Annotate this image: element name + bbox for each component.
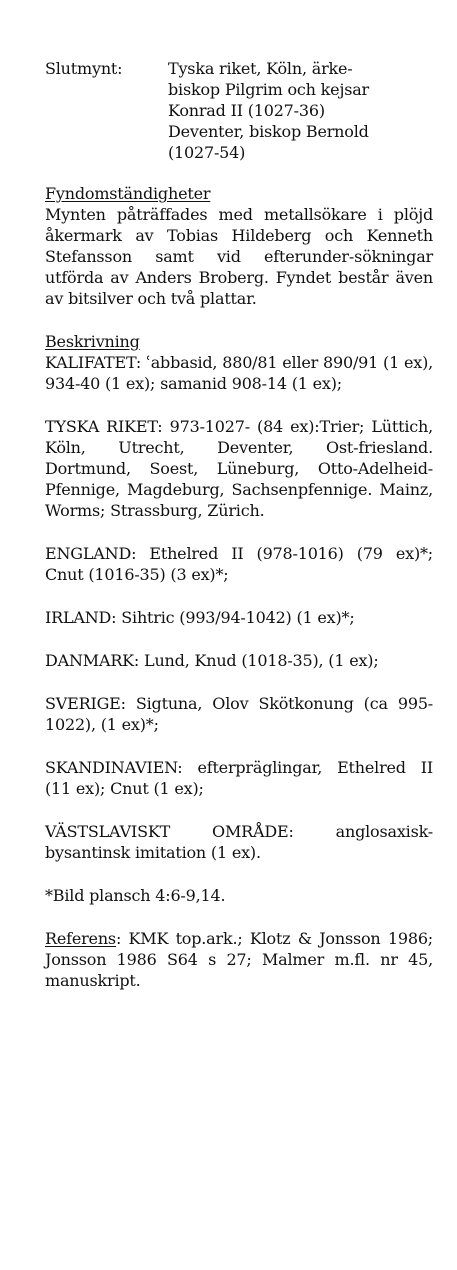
entry-label: ENGLAND: xyxy=(45,544,137,563)
find-section xyxy=(45,183,433,309)
entry-label: IRLAND: xyxy=(45,608,117,627)
find-heading: Fyndomständigheter xyxy=(45,184,211,203)
final-coin-line: (1027-54) xyxy=(168,143,246,162)
references-text: KMK top.ark.; Klotz & Jonsson 1986; Jonsson 1986 S64 s 27; Malmer m.fl. nr 45, manuskript. xyxy=(45,929,433,990)
references xyxy=(45,928,433,991)
entry-text: Sihtric (993/94-1042) (1 ex)*; xyxy=(121,608,355,627)
description-section xyxy=(45,331,433,863)
entry-text: efterpräglingar, Ethelred II (11 ex); Cnut (1 ex); xyxy=(45,758,434,798)
image-footnote: *Bild plansch 4:6-9,14. xyxy=(45,886,226,905)
references-label: Referens xyxy=(45,929,116,948)
final-coin-line: Konrad II (1027-36) xyxy=(168,101,325,120)
entry-text: anglosaxisk-bysantinsk imitation (1 ex). xyxy=(45,822,433,862)
entry-label: KALIFATET: xyxy=(45,353,142,372)
entry-text: ʿabbasid, 880/81 eller 890/91 (1 ex), 934-40 (1 ex); samanid 908-14 (1 ex); xyxy=(45,353,433,393)
entry-label: VÄSTSLAVISKT OMRÅDE: xyxy=(45,822,294,841)
entry-label: SVERIGE: xyxy=(45,694,126,713)
description-entry xyxy=(45,416,433,521)
description-entry xyxy=(45,693,433,735)
final-coin-line: Deventer, biskop Bernold xyxy=(168,122,369,141)
description-entry xyxy=(45,607,433,628)
description-entry xyxy=(45,650,433,671)
entry-text: Sigtuna, Olov Skötkonung (ca 995-1022), (1 ex)*; xyxy=(45,694,434,734)
description-entry xyxy=(45,543,433,585)
final-coin-label: Slutmynt: xyxy=(45,59,123,78)
entry-text: Lund, Knud (1018-35), (1 ex); xyxy=(144,651,379,670)
references-colon: : xyxy=(115,929,122,948)
document-page xyxy=(45,58,433,991)
final-coin-line: biskop Pilgrim och kejsar xyxy=(168,80,370,99)
entry-label: TYSKA RIKET: xyxy=(45,417,163,436)
final-coin-row xyxy=(45,58,433,163)
description-heading: Beskrivning xyxy=(45,332,140,351)
entry-label: SKANDINAVIEN: xyxy=(45,758,183,777)
entry-label: DANMARK: xyxy=(45,651,140,670)
entry-text: 973-1027- (84 ex):Trier; Lüttich, Köln, Utrecht, Deventer, Ost-friesland. Dortmund, Soest, Lüneburg, Otto-Adelheid-Pfennige, Magdeburg, Sachsenpfennige. Mainz, Worms; Strassburg, Zürich. xyxy=(45,417,434,520)
description-entry xyxy=(45,821,433,863)
final-coin-line: Tyska riket, Köln, ärke- xyxy=(168,59,353,78)
entry-text: Ethelred II (978-1016) (79 ex)*; Cnut (1016-35) (3 ex)*; xyxy=(45,544,433,584)
description-entry xyxy=(45,352,433,394)
description-entry xyxy=(45,757,433,799)
final-coin-text xyxy=(168,58,430,163)
find-text: Mynten påträffades med metallsökare i plöjd åkermark av Tobias Hildeberg och Kenneth Stefansson samt vid efterunder-sökningar utförda av Anders Broberg. Fyndet består även av bitsilver och två plattar. xyxy=(45,205,433,308)
